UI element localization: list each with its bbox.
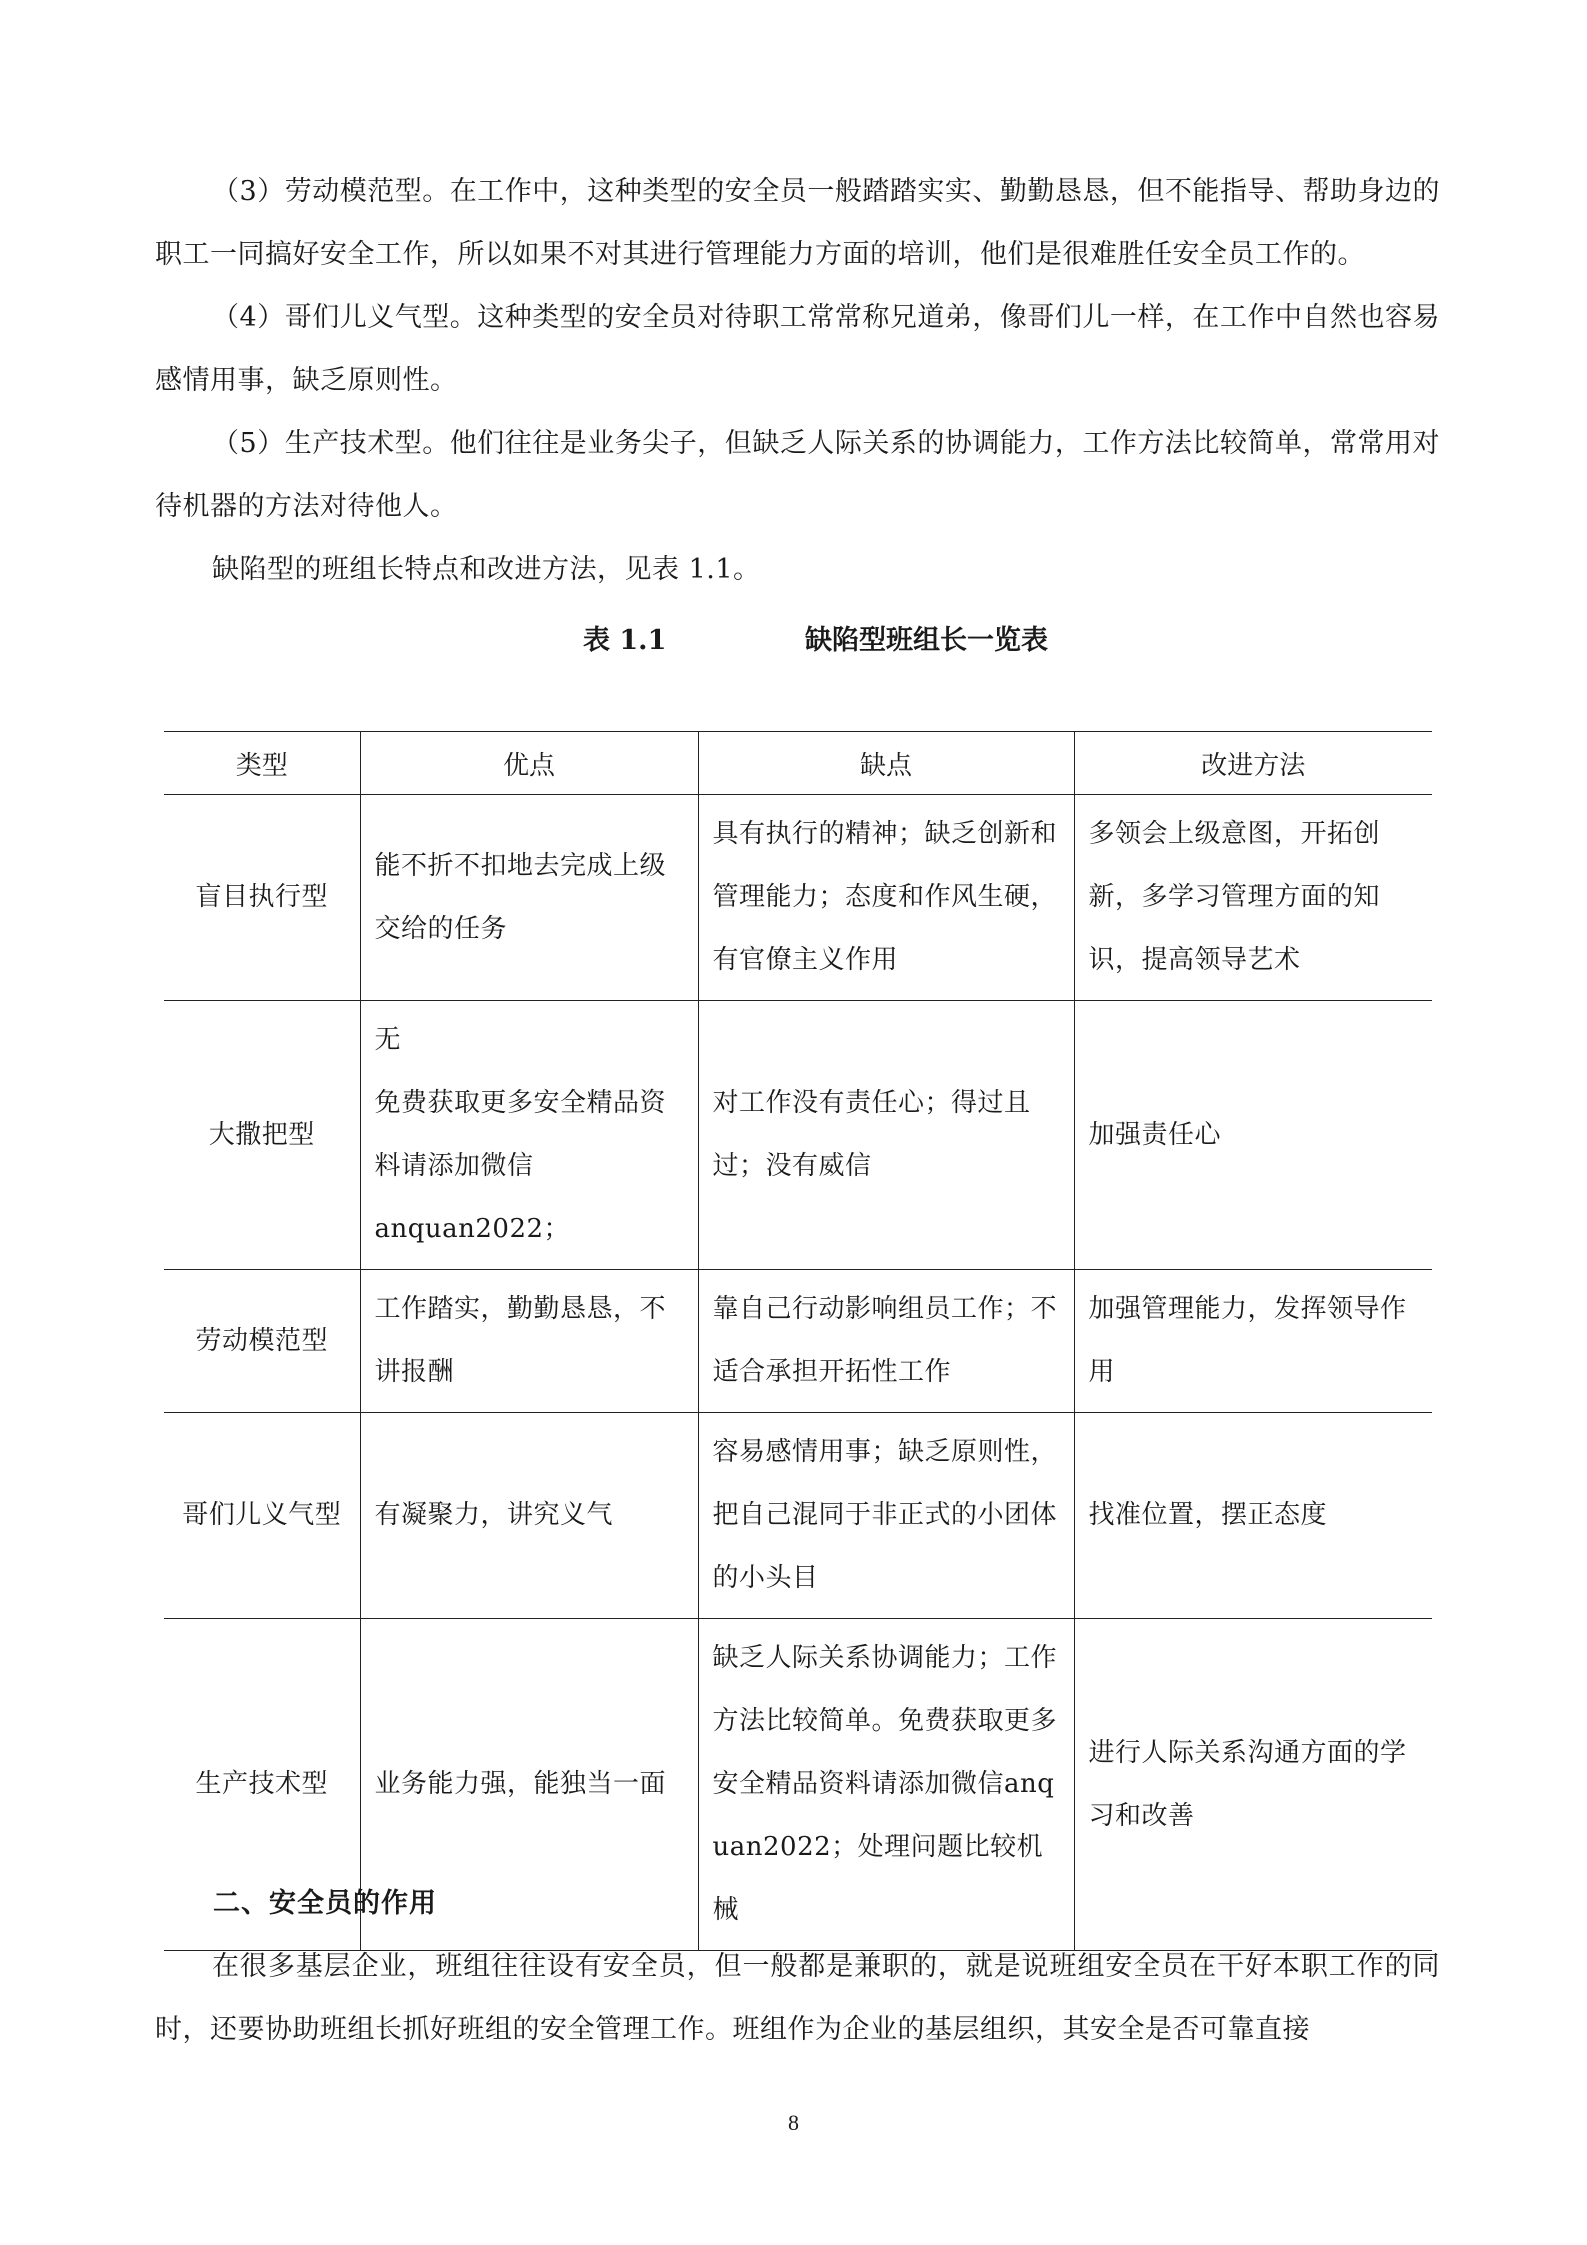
cell-cons: 靠自己行动影响组员工作；不适合承担开拓性工作	[698, 1270, 1074, 1413]
cell-cons: 缺乏人际关系协调能力；工作方法比较简单。免费获取更多安全精品资料请添加微信anquan2022；处理问题比较机械	[698, 1619, 1074, 1951]
cell-pros: 能不折不扣地去完成上级交给的任务	[360, 795, 698, 1001]
cell-pros: 有凝聚力，讲究义气	[360, 1413, 698, 1619]
cell-type: 盲目执行型	[164, 795, 360, 1001]
cell-improve: 加强管理能力，发挥领导作用	[1074, 1270, 1432, 1413]
paragraph-safety-role: 在很多基层企业，班组往往设有安全员，但一般都是兼职的，就是说班组安全员在干好本职工作的同时，还要协助班组长抓好班组的安全管理工作。班组作为企业的基层组织，其安全是否可靠直接	[155, 1951, 1440, 2045]
header-improve: 改进方法	[1074, 732, 1432, 795]
cell-improve: 加强责任心	[1074, 1001, 1432, 1270]
cell-cons: 具有执行的精神；缺乏创新和管理能力；态度和作风生硬，有官僚主义作用	[698, 795, 1074, 1001]
header-cons: 缺点	[698, 732, 1074, 795]
header-type: 类型	[164, 732, 360, 795]
cell-pros: 业务能力强，能独当一面	[360, 1619, 698, 1951]
cell-type: 生产技术型	[164, 1619, 360, 1951]
paragraph-labor-model: （3）劳动模范型。在工作中，这种类型的安全员一般踏踏实实、勤勤恳恳，但不能指导、帮助身边的职工一同搞好安全工作，所以如果不对其进行管理能力方面的培训，他们是很难胜任安全员工作的。	[155, 176, 1440, 270]
cell-improve: 进行人际关系沟通方面的学习和改善	[1074, 1619, 1432, 1951]
cell-improve: 找准位置，摆正态度	[1074, 1413, 1432, 1619]
cell-type: 劳动模范型	[164, 1270, 360, 1413]
document-tail	[155, 1935, 1440, 2061]
header-pros: 优点	[360, 732, 698, 795]
table-row	[164, 1413, 1432, 1619]
paragraph-brotherhood: （4）哥们儿义气型。这种类型的安全员对待职工常常称兄道弟，像哥们儿一样，在工作中自然也容易感情用事，缺乏原则性。	[155, 302, 1440, 396]
cell-type: 大撒把型	[164, 1001, 360, 1270]
table-row	[164, 795, 1432, 1001]
cell-cons: 容易感情用事；缺乏原则性，把自己混同于非正式的小团体的小头目	[698, 1413, 1074, 1619]
cell-improve: 多领会上级意图，开拓创新，多学习管理方面的知识，提高领导艺术	[1074, 795, 1432, 1001]
page-number: 8	[788, 2110, 799, 2135]
table-row	[164, 1270, 1432, 1413]
section-heading: 二、安全员的作用	[213, 1888, 437, 1919]
table-caption-title: 缺陷型班组长一览表	[805, 625, 1048, 656]
table-row	[164, 1001, 1432, 1270]
table-caption-number: 表 1.1	[583, 625, 667, 656]
cell-type: 哥们儿义气型	[164, 1413, 360, 1619]
table-header-row	[164, 732, 1432, 795]
cell-cons: 对工作没有责任心；得过且过；没有威信	[698, 1001, 1074, 1270]
paragraph-table-intro: 缺陷型的班组长特点和改进方法，见表 1.1。	[212, 554, 761, 585]
document-page	[155, 160, 1440, 673]
cell-pros: 工作踏实，勤勤恳恳，不讲报酬	[360, 1270, 698, 1413]
defect-leader-table	[164, 731, 1432, 1951]
paragraph-technical: （5）生产技术型。他们往往是业务尖子，但缺乏人际关系的协调能力，工作方法比较简单，常常用对待机器的方法对待他人。	[155, 428, 1440, 522]
table-caption	[155, 621, 1440, 661]
cell-pros: 无 免费获取更多安全精品资料请添加微信anquan2022；	[360, 1001, 698, 1270]
